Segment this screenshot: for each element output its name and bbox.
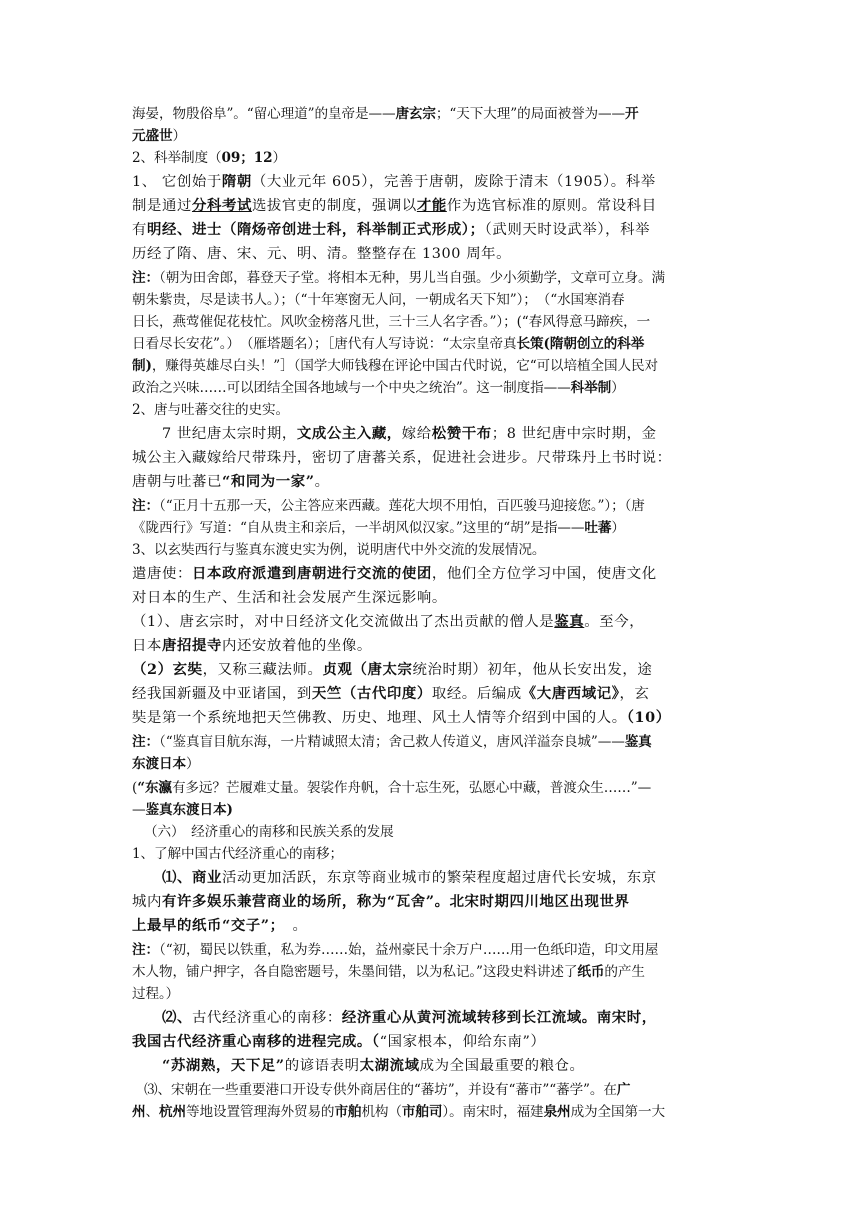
text-run: 取经。后编成: [431, 686, 522, 702]
emphasis-bold: 《大唐西域记》: [521, 685, 620, 702]
section-heading: [144, 822, 744, 842]
section-heading: [132, 148, 732, 168]
note-line: [132, 778, 732, 798]
text-run: 有: [132, 222, 147, 238]
note-line: [132, 800, 732, 820]
emphasis-bold: 明经、进士（隋炀帝创进士科，科举制正式形成）；: [147, 221, 485, 238]
emphasis-bold: 贞观（唐太宗: [322, 661, 413, 678]
text-line: [132, 196, 732, 216]
text-run: 日长，燕莺催促花枝忙。风吹金榜落凡世，三十三人名字香。”）；(“春风得意马蹄疾，一: [132, 314, 651, 330]
note-line: [132, 984, 732, 1004]
text-line: [132, 684, 732, 704]
emphasis-bold: “和同为一家”: [221, 473, 315, 490]
text-run: 2、唐与吐蕃交往的史实。: [132, 402, 289, 418]
text-run: ）: [185, 756, 200, 772]
emphasis-bold: “东瀛: [137, 780, 172, 796]
text-run: 选拔官吏的制度，强调以: [251, 198, 417, 214]
text-run: ）: [272, 150, 286, 166]
emphasis-bold: 文成公主入藏，: [296, 425, 402, 442]
text-line: [162, 1056, 762, 1076]
emphasis-bold: 长策(隋朝创立的科举: [516, 336, 645, 352]
note-line: [132, 754, 732, 774]
text-run: 历经了隋、唐、宋、元、明、清。整整存在 1300 周年。: [132, 246, 512, 262]
text-run: ；“天下大理”的局面被誉为——: [435, 106, 626, 122]
text-line: [132, 564, 732, 584]
text-run: 作为选官标准的原则。常设科目: [446, 198, 657, 214]
note-line: [132, 290, 732, 310]
text-line: [132, 448, 732, 468]
text-line: [132, 588, 732, 608]
text-line: [132, 1032, 732, 1052]
emphasis-bold: 太湖流域: [359, 1057, 420, 1074]
section-heading: [132, 400, 732, 420]
text-run: 2、科举制度（: [132, 150, 222, 166]
emphasis-bold: “苏湖熟，天下足”: [162, 1057, 285, 1074]
text-run: 成为全国第一大: [570, 1104, 666, 1120]
emphasis-bold: 市舶: [334, 1104, 362, 1120]
text-run: 过程。）: [132, 986, 180, 1002]
text-line: [132, 612, 732, 632]
text-run: 3、以玄奘西行与鉴真东渡史实为例，说明唐代中外交流的发展情况。: [132, 542, 546, 558]
emphasis-bold: ⑵、: [162, 1009, 192, 1026]
text-run: ，玄: [619, 686, 650, 702]
text-run: 日看尽长安花”。） （雁塔题名）；［唐代有人写诗说：“太宗皇帝真: [132, 336, 517, 352]
text-run: 奘是第一个系统地把天竺佛教、历史、地理、风土人情等介绍到中国的人。: [132, 710, 627, 726]
note-line: [132, 268, 732, 288]
text-run: ）: [611, 380, 625, 396]
text-run: （朝为田舍郎，暮登天子堂。将相本无种，男儿当自强。少小须勤学，文章可立身。满: [159, 270, 665, 286]
text-run: 的谚语表明: [284, 1058, 360, 1074]
emphasis-bold: 科举制: [570, 380, 612, 396]
text-run: （大业元年 605），完善于唐朝，废除于清末（1905）。科举: [251, 174, 656, 190]
text-run: 。至今，: [584, 614, 645, 630]
text-run: (: [132, 780, 138, 796]
text-line: [132, 708, 732, 728]
text-run: 日本: [132, 638, 162, 654]
text-run: ）: [172, 128, 186, 144]
note-line: [132, 312, 732, 332]
emphasis-underlined: 鉴真: [554, 613, 585, 630]
emphasis-bold: 鉴真: [624, 734, 652, 750]
text-run: ，又称三藏法师。: [202, 662, 323, 678]
text-run: 古代经济重心的南移：: [191, 1010, 342, 1026]
emphasis-bold: 唐招提寺: [161, 637, 222, 654]
text-run: 1、了解中国古代经济重心的南移；: [132, 846, 343, 862]
emphasis-bold: 注：: [132, 942, 159, 958]
text-line: [132, 244, 732, 264]
text-run: （“初，蜀民以铁重，私为券……始，益州豪民十余万户……用一色纸印造，印文用屋: [159, 942, 659, 958]
text-run: 。: [277, 918, 308, 934]
text-line: [132, 636, 732, 656]
emphasis-bold: 有许多娱乐兼营商业的场所，称为“瓦舍”。北宋时期四川地区出现世界: [161, 893, 630, 910]
text-line: [132, 892, 732, 912]
text-line: [132, 472, 732, 492]
text-line: [162, 868, 762, 888]
text-run: 城公主入藏嫁给尺带珠丹，密切了唐蕃关系，促进社会进步。尺带珠丹上书时说：: [132, 450, 672, 466]
text-run: 政治之兴味……可以团结全国各地域与一个中央之统治”。这一制度指——: [132, 380, 571, 396]
note-line: [132, 496, 732, 516]
emphasis-bold: 市舶司: [401, 1104, 443, 1120]
note-line: [132, 732, 732, 752]
text-line: [132, 172, 732, 192]
text-run: 对日本的生产、生活和社会发展产生深远影响。: [132, 590, 447, 606]
text-run: （六） 经济重心的南移和民族关系的发展: [144, 824, 394, 840]
text-run: 机构（: [361, 1104, 402, 1120]
text-run: 制是通过: [132, 198, 192, 214]
text-run: ⑶、宋朝在一些重要港口开设专供外商居住的“蕃坊”，并设有“蕃市”“蕃学”。在: [144, 1082, 617, 1098]
text-run: （1）、唐玄宗时，对中日经济文化交流做出了杰出贡献的僧人是: [132, 614, 555, 630]
text-run: 统治时期）初年，他从长安出发，途: [412, 662, 653, 678]
emphasis-bold: 经济重心从黄河流域转移到长江流域。南宋时，: [341, 1009, 657, 1026]
text-run: （“鉴真盲目航东海，一片精诚照太清；舍己救人传道义，唐风洋溢奈良城”——: [159, 734, 625, 750]
text-run: ，赚得英雄尽白头！”］（国学大师钱穆在评论中国古代时说，它“可以培植全国人民对: [151, 358, 658, 374]
emphasis-bold: 开: [625, 106, 639, 122]
emphasis-bold: 元盛世: [132, 128, 173, 144]
emphasis-bold: 隋朝: [221, 173, 252, 190]
emphasis-bold: 上最早的纸币“交子”；: [132, 917, 278, 934]
emphasis-bold: 东渡日本: [132, 756, 186, 772]
emphasis-bold: 我国古代经济重心南移的进程完成。（: [132, 1033, 380, 1050]
emphasis-bold: 注：: [132, 270, 159, 286]
text-run: 嫁给: [401, 426, 432, 442]
text-line: [132, 104, 732, 124]
section-heading: [132, 540, 732, 560]
emphasis-bold: 唐玄宗: [395, 106, 436, 122]
note-line: [132, 518, 732, 538]
emphasis-bold: 广: [616, 1082, 631, 1098]
text-line: [132, 220, 732, 240]
text-run: 《陇西行》写道：“自从贵主和亲后，一半胡风似汉家。”这里的“胡”是指——: [132, 520, 585, 536]
emphasis-bold: 吐蕃: [584, 520, 612, 536]
text-run: 有多远？芒履难丈量。袈裟作舟帆，合十忘生死，弘愿心中藏，普渡众生……”—: [171, 780, 652, 796]
emphasis-bold: 州: [132, 1104, 146, 1120]
text-line: [162, 1008, 762, 1028]
emphasis-underlined: 分科考试: [191, 197, 252, 214]
text-run: 活动更加活跃，东京等商业城市的繁荣程度超过唐代长安城，东京: [221, 870, 657, 886]
text-run: 的产生: [604, 964, 645, 980]
emphasis-bold: ⑴、商业: [162, 869, 222, 886]
note-line: [132, 356, 732, 376]
text-run: 1、 它创始于: [132, 174, 222, 190]
text-run: ）: [611, 520, 625, 536]
text-run: 唐朝与吐蕃已: [132, 474, 222, 490]
text-run: 、: [145, 1104, 159, 1120]
emphasis-bold: 注：: [132, 734, 159, 750]
note-line: [132, 334, 732, 354]
text-run: 成为全国最重要的粮仓。: [419, 1058, 585, 1074]
text-run: ；8 世纪唐中宗时期，金: [491, 426, 657, 442]
emphasis-bold: （10）: [626, 709, 671, 726]
emphasis-bold: 注：: [132, 498, 159, 514]
emphasis-bold: 日本政府派遣到唐朝进行交流的使团: [191, 565, 432, 582]
section-heading: [132, 844, 732, 864]
text-run: （武则天时设武举），科举: [484, 222, 651, 238]
text-run: 经我国新疆及中亚诸国，到: [132, 686, 312, 702]
text-line: [132, 660, 732, 680]
emphasis-bold: 杭州: [159, 1104, 186, 1120]
emphasis-bold: 制): [132, 358, 152, 374]
note-line: [132, 962, 732, 982]
text-run: ，他们全方位学习中国，使唐文化: [431, 566, 657, 582]
text-run: 朝朱紫贵，尽是读书人。）；（“十年寒窗无人问，一朝成名天下知”）； （“水国寒消春: [132, 292, 625, 308]
text-run: “国家根本，仰给东南”）: [379, 1034, 546, 1050]
text-line: [132, 1102, 732, 1122]
note-line: [132, 378, 732, 398]
emphasis-bold: （2）玄奘: [132, 661, 203, 678]
text-line: [144, 1080, 744, 1100]
note-line: [132, 940, 732, 960]
emphasis-bold: 09；12: [221, 150, 273, 166]
text-line: [162, 424, 762, 444]
text-line: [132, 916, 732, 936]
text-run: 等地设置管理海外贸易的: [186, 1104, 335, 1120]
text-run: 遣唐使：: [132, 566, 192, 582]
text-run: 海晏，物殷俗阜”。“留心理道”的皇帝是——: [132, 106, 396, 122]
emphasis-bold: 泉州: [543, 1104, 571, 1120]
text-run: ）。南宋时，福建: [442, 1104, 544, 1120]
emphasis-bold: 纸币: [577, 964, 605, 980]
text-run: 7 世纪唐太宗时期，: [162, 426, 297, 442]
text-run: 。: [314, 474, 330, 490]
emphasis-underlined: 才能: [416, 197, 447, 214]
emphasis-bold: 天竺（古代印度）: [311, 685, 432, 702]
text-run: —: [132, 802, 146, 818]
text-run: 木人物，铺户押字，各自隐密题号，朱墨间错，以为私记。”这段史料讲述了: [132, 964, 578, 980]
emphasis-bold: 鉴真东渡日本): [145, 802, 233, 818]
text-run: 城内: [132, 894, 162, 910]
text-line: [132, 126, 732, 146]
text-run: 内还安放着他的坐像。: [221, 638, 372, 654]
emphasis-bold: 松赞干布: [431, 425, 492, 442]
text-run: （“正月十五那一天，公主答应来西藏。莲花大坝不用怕，百匹骏马迎接您。”）；（唐: [159, 498, 645, 514]
